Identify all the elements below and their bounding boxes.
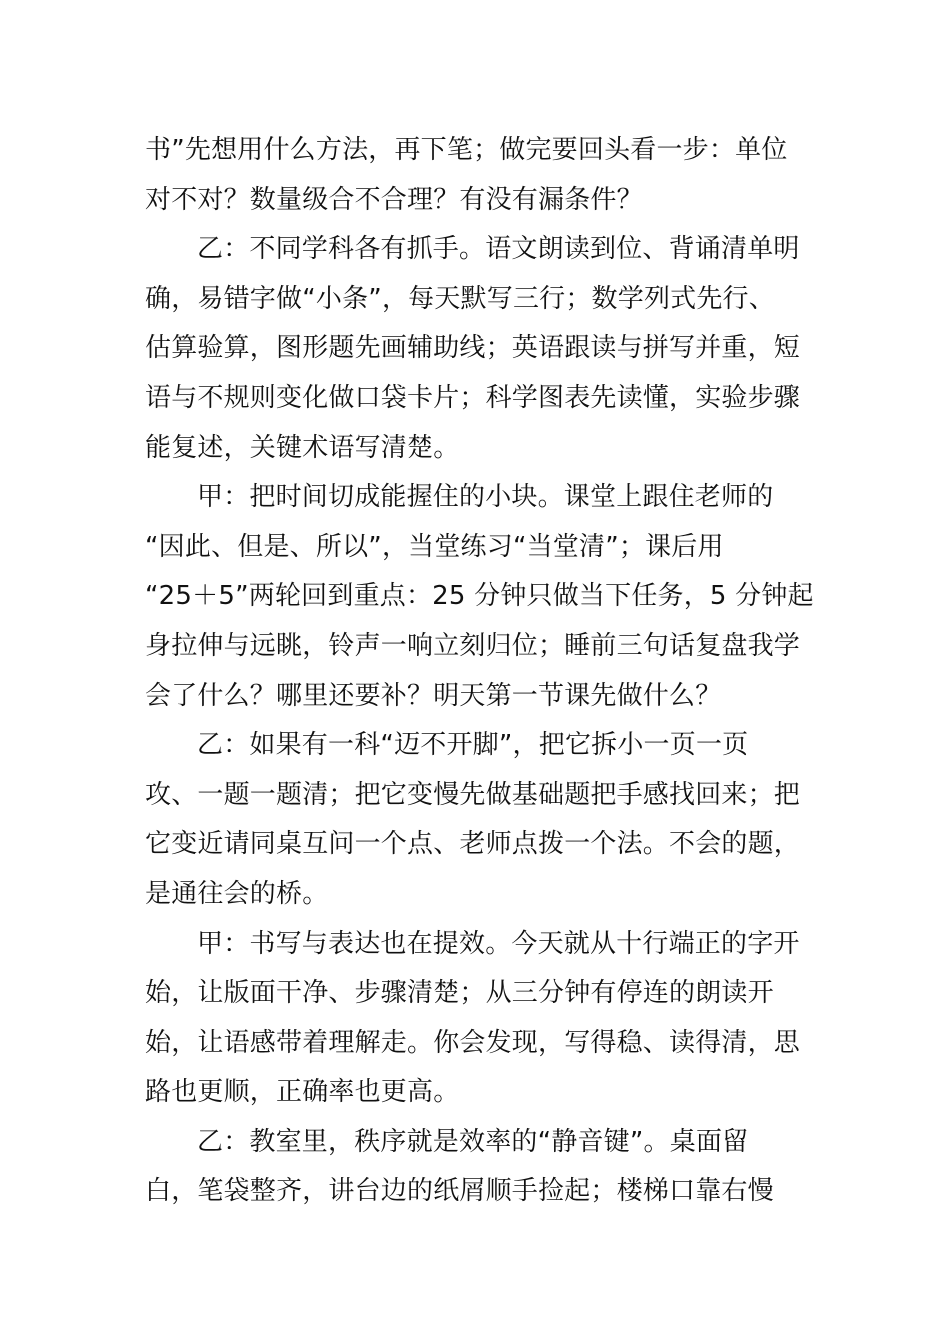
- text-line: 乙：不同学科各有抓手。语文朗读到位、背诵清单明: [197, 234, 800, 265]
- text-line: “因此、但是、所以”，当堂练习“当堂清”；课后用: [145, 531, 724, 562]
- text-line: 始，让版面干净、步骤清楚；从三分钟有停连的朗读开: [145, 978, 774, 1009]
- text-line: 书”先想用什么方法，再下笔；做完要回头看一步：单位: [145, 135, 788, 165]
- text-line: 白，笔袋整齐，讲台边的纸屑顺手捡起；楼梯口靠右慢: [145, 1176, 774, 1207]
- text-line: 它变近请同桌互问一个点、老师点拨一个法。不会的题，: [145, 829, 801, 860]
- text-line: 乙：教室里，秩序就是效率的“静音键”。桌面留: [197, 1126, 749, 1157]
- text-line: 确，易错字做“小条”，每天默写三行；数学列式先行、: [145, 283, 775, 314]
- document-body: [145, 126, 814, 1217]
- text-line: 始，让语感带着理解走。你会发现，写得稳、读得清，思: [145, 1027, 801, 1058]
- text-line: 能复述，关键术语写清楚。: [145, 432, 460, 463]
- text-line: 路也更顺，正确率也更高。: [145, 1077, 460, 1108]
- text-line: 甲：把时间切成能握住的小块。课堂上跟住老师的: [197, 482, 774, 513]
- text-line: 估算验算，图形题先画辅助线；英语跟读与拼写并重，短: [145, 333, 801, 364]
- text-line: 攻、一题一题清；把它变慢先做基础题把手感找回来；把: [145, 779, 801, 810]
- text-line: 语与不规则变化做口袋卡片；科学图表先读懂，实验步骤: [145, 382, 801, 413]
- text-line: 是通往会的桥。: [145, 878, 329, 909]
- text-line: 身拉伸与远眺，铃声一响立刻归位；睡前三句话复盘我学: [145, 630, 801, 661]
- text-line: “25＋5”两轮回到重点：25 分钟只做当下任务，5 分钟起: [145, 581, 814, 612]
- text-line: 对不对？数量级合不合理？有没有漏条件？: [145, 184, 643, 215]
- text-line: 会了什么？哪里还要补？明天第一节课先做什么？: [145, 680, 722, 711]
- text-line: 乙：如果有一科“迈不开脚”，把它拆小一页一页: [197, 730, 749, 761]
- text-line: 甲：书写与表达也在提效。今天就从十行端正的字开: [197, 928, 800, 959]
